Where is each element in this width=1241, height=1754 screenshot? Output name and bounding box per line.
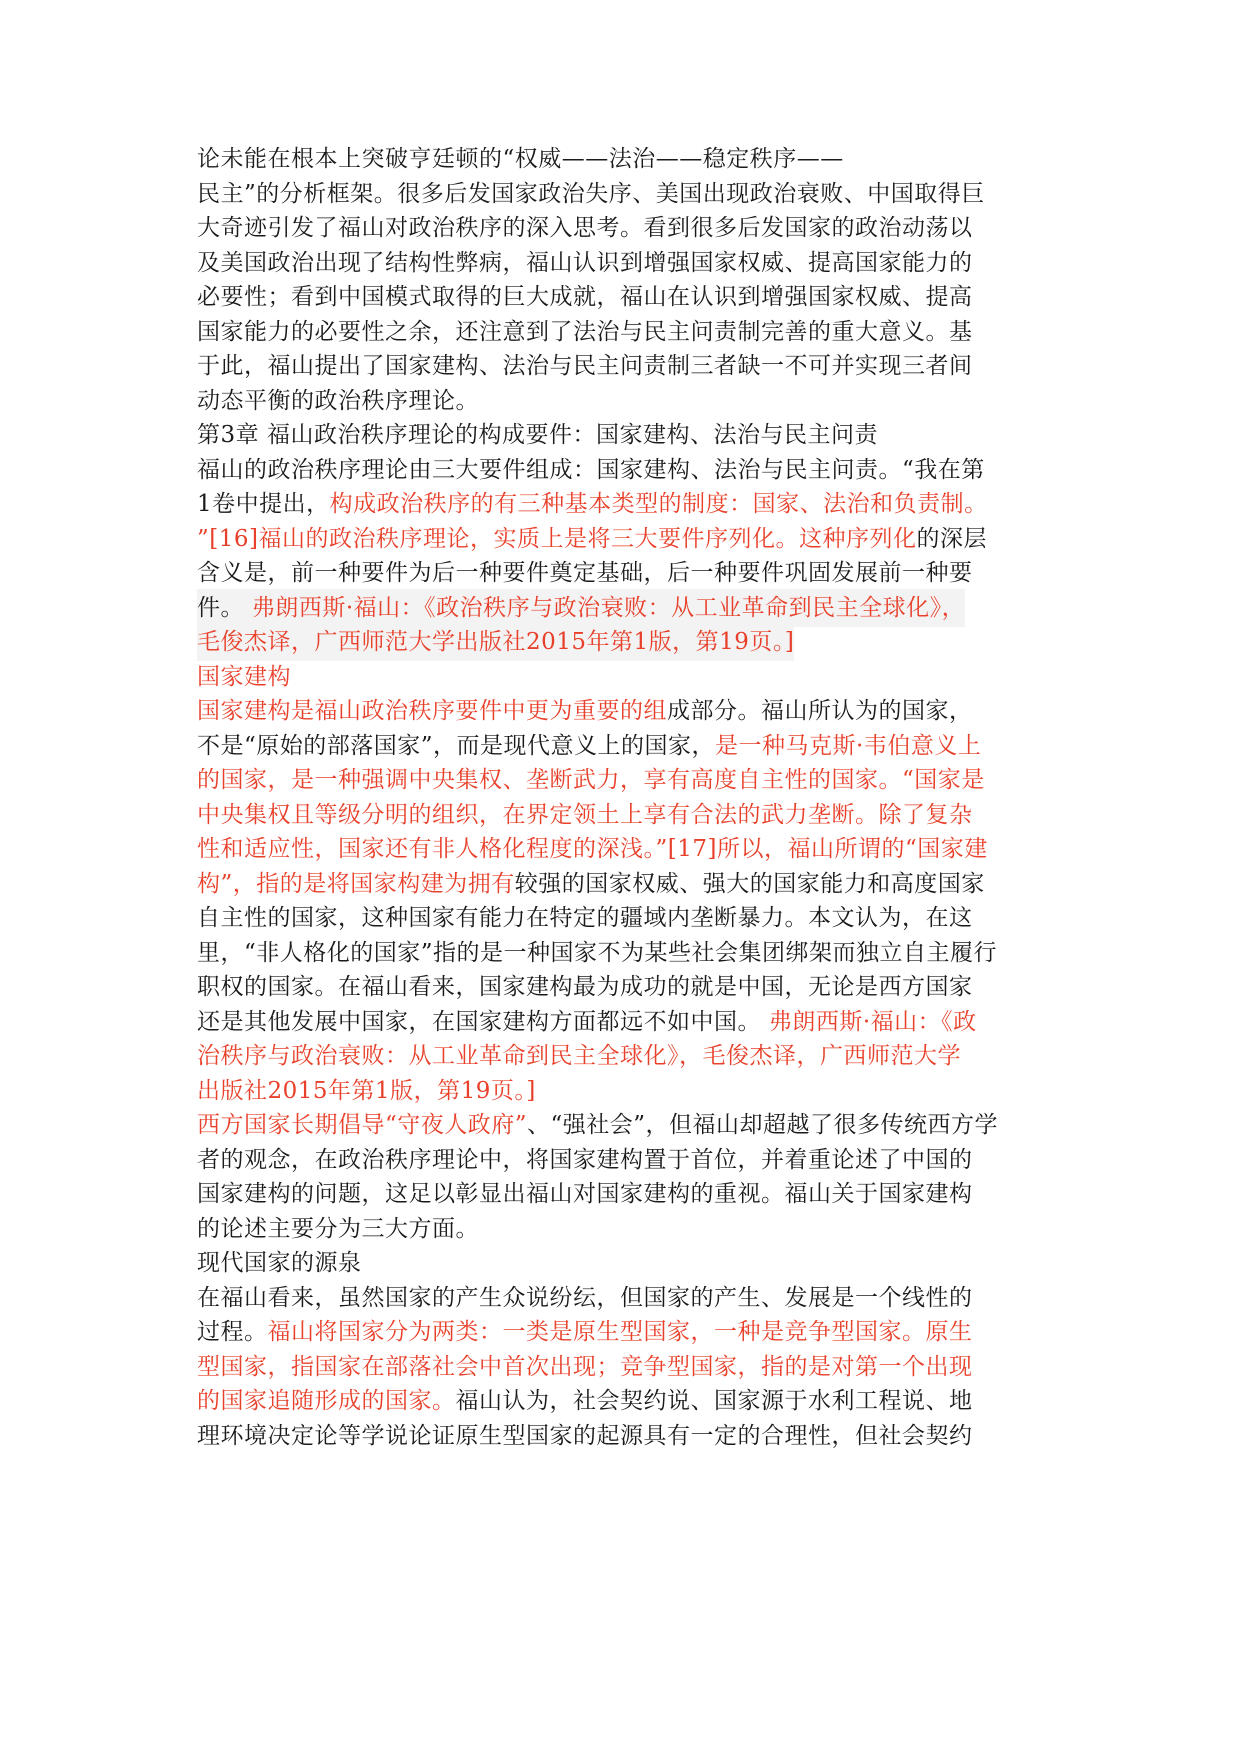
text-line [197, 899, 973, 937]
highlighted-text: 出版社2015年第1版，第19页。] [197, 1077, 536, 1104]
text-line [197, 347, 973, 385]
highlighted-text: 国家建构是福山政治秩序要件中更为重要的组 [197, 698, 667, 724]
text-line [197, 865, 985, 903]
text-line [197, 761, 985, 799]
text-line [197, 796, 973, 834]
text-line [197, 692, 973, 730]
text-line [197, 934, 997, 972]
body-text-span: 现代国家的源泉 [197, 1250, 362, 1276]
text-line [197, 623, 794, 661]
text-line [197, 1072, 536, 1110]
text-line [197, 1106, 998, 1144]
highlighted-text: 弗朗西斯·福山：《政治秩序与政治衰败：从工业革命到民主全球化》， [251, 594, 966, 621]
text-line [197, 1141, 973, 1179]
text-line [197, 589, 965, 627]
text-line [197, 1382, 973, 1420]
body-text-span: 及美国政治出现了结构性弊病，福山认识到增强国家权威、提高国家能力的 [197, 249, 973, 276]
text-line [197, 209, 973, 247]
text-line [197, 485, 988, 523]
highlighted-text: 弗朗西斯·福山：《政 [768, 1008, 977, 1035]
body-text-span: 成部分。福山所认为的国家， [667, 698, 973, 724]
text-line [197, 1279, 973, 1317]
text-line [197, 658, 291, 696]
text-line [197, 1003, 977, 1041]
body-text-span: 的论述主要分为三大方面。 [197, 1215, 479, 1242]
text-line [197, 1037, 961, 1075]
body-text-span: 1卷中提出， [197, 491, 330, 517]
highlighted-text: 构”，指的是将国家构建为拥有 [197, 870, 515, 897]
text-line [197, 140, 844, 178]
highlighted-text: 中央集权且等级分明的组织，在界定领土上享有合法的武力垄断。除了复杂 [197, 801, 973, 828]
highlighted-text: 是一种马克斯·韦伯意义上 [715, 732, 982, 759]
highlighted-text: 的国家，是一种强调中央集权、垄断武力，享有高度自主性的国家。“国家是 [197, 767, 985, 793]
body-text-span: 在福山看来，虽然国家的产生众说纷纭，但国家的产生、发展是一个线性的 [197, 1284, 973, 1311]
body-text-span: 、“强社会”，但福山却超越了很多传统西方学 [527, 1112, 999, 1138]
body-text-span: 过程。 [197, 1319, 268, 1345]
body-text-span: 件。 [197, 594, 252, 621]
text-line [197, 278, 973, 316]
text-line [197, 830, 988, 868]
body-text-span: 必要性；看到中国模式取得的巨大成就，福山在认识到增强国家权威、提高 [197, 284, 973, 310]
text-line [197, 416, 878, 454]
highlighted-text: 国家建构 [197, 663, 291, 690]
body-text-span: 者的观念，在政治秩序理论中，将国家建构置于首位，并着重论述了中国的 [197, 1146, 973, 1173]
text-line [197, 1175, 973, 1213]
body-text-span: 福山的政治秩序理论由三大要件组成：国家建构、法治与民主问责。“我在第 [197, 456, 985, 483]
text-line [197, 1244, 362, 1282]
body-text-span: 国家能力的必要性之余，还注意到了法治与民主问责制完善的重大意义。基 [197, 318, 973, 345]
text-line [197, 244, 973, 282]
text-line [197, 1313, 973, 1351]
body-text-span: 于此，福山提出了国家建构、法治与民主问责制三者缺一不可并实现三者间 [197, 353, 973, 379]
body-text-span: 还是其他发展中国家，在国家建构方面都远不如中国。 [197, 1008, 769, 1035]
body-text-span: 论未能在根本上突破亨廷顿的“权威——法治——稳定秩序—— [197, 146, 844, 172]
body-text-span: 里，“非人格化的国家”指的是一种国家不为某些社会集团绑架而独立自主履行 [197, 939, 998, 966]
body-text-span: 大奇迹引发了福山对政治秩序的深入思考。看到很多后发国家的政治动荡以 [197, 215, 973, 241]
body-text-span: 不是“原始的部落国家”，而是现代意义上的国家， [197, 732, 716, 759]
text-line [197, 968, 973, 1006]
text-line [197, 313, 973, 351]
highlighted-text: 构成政治秩序的有三种基本类型的制度：国家、法治和负责制。 [329, 491, 988, 517]
body-text-span: 动态平衡的政治秩序理论。 [197, 387, 479, 414]
body-text-span: 第3章 福山政治秩序理论的构成要件：国家建构、法治与民主问责 [197, 422, 878, 448]
text-line [197, 1348, 973, 1386]
highlighted-text: 性和适应性，国家还有非人格化程度的深浅。”[17]所以，福山所谓的“国家建 [197, 836, 988, 862]
text-line [197, 1417, 973, 1455]
body-text-span: 含义是，前一种要件为后一种要件奠定基础，后一种要件巩固发展前一种要 [197, 560, 973, 586]
highlighted-text: 福山将国家分为两类：一类是原生型国家，一种是竞争型国家。原生 [267, 1319, 973, 1345]
body-text-span: 民主”的分析框架。很多后发国家政治失序、美国出现政治衰败、中国取得巨 [197, 180, 985, 207]
text-line [197, 451, 985, 489]
body-text-span: 较强的国家权威、强大的国家能力和高度国家 [514, 870, 985, 897]
body-text-span: 理环境决定论等学说论证原生型国家的起源具有一定的合理性，但社会契约 [197, 1422, 973, 1449]
highlighted-text: 毛俊杰译，广西师范大学出版社2015年第1版，第19页。] [197, 629, 795, 655]
text-line [197, 1210, 479, 1248]
highlighted-text: 治秩序与政治衰败：从工业革命到民主全球化》，毛俊杰译，广西师范大学 [197, 1043, 961, 1069]
body-text-span: 的深层 [916, 525, 987, 552]
highlighted-text: 的国家追随形成的国家。 [197, 1388, 456, 1414]
highlighted-text: 型国家，指国家在部落社会中首次出现；竞争型国家，指的是对第一个出现 [197, 1353, 973, 1380]
text-line [197, 554, 973, 592]
text-line [197, 520, 987, 558]
body-text-span: 国家建构的问题，这足以彰显出福山对国家建构的重视。福山关于国家建构 [197, 1181, 973, 1207]
text-line [197, 727, 981, 765]
text-line [197, 382, 479, 420]
highlighted-text: ”[16]福山的政治秩序理论，实质上是将三大要件序列化。这种序列化 [197, 525, 917, 552]
body-text-span: 职权的国家。在福山看来，国家建构最为成功的就是中国，无论是西方国家 [197, 974, 973, 1000]
highlighted-text: 西方国家长期倡导“守夜人政府” [197, 1112, 528, 1138]
text-line [197, 175, 985, 213]
body-text-span: 福山认为，社会契约说、国家源于水利工程说、地 [455, 1388, 973, 1414]
body-text-span: 自主性的国家，这种国家有能力在特定的疆域内垄断暴力。本文认为，在这 [197, 905, 973, 931]
